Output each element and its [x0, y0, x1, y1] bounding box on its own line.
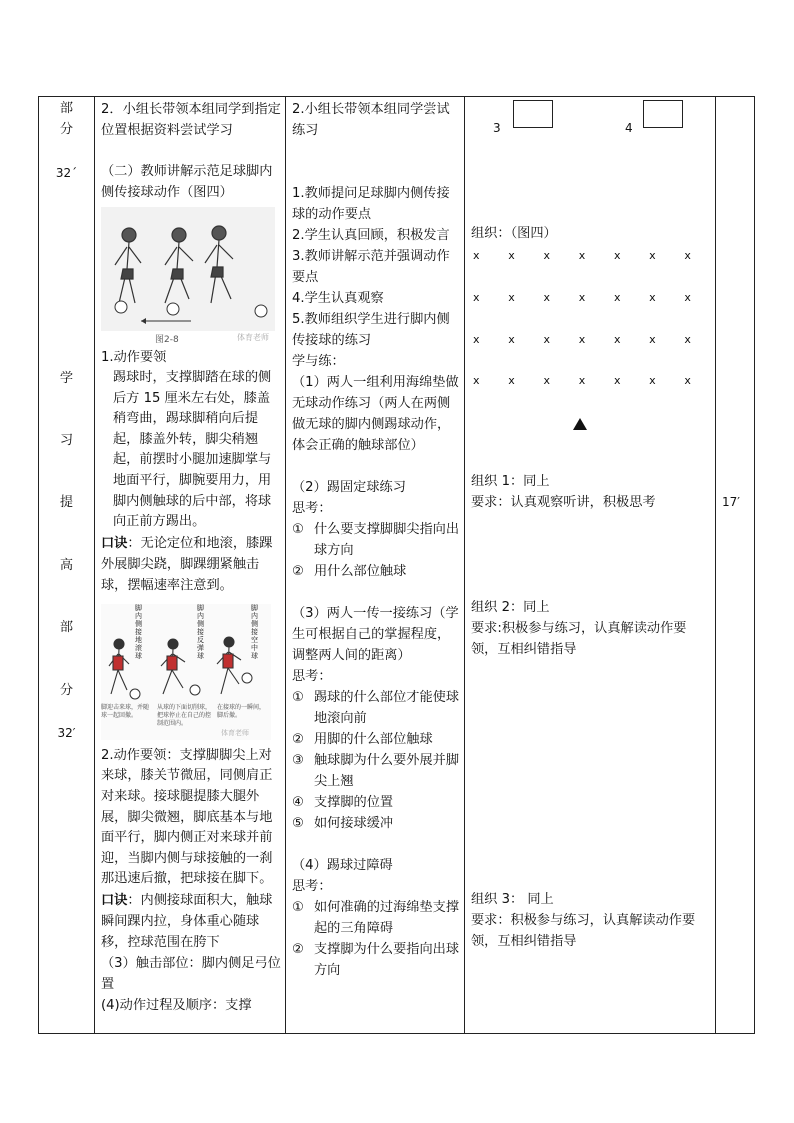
koujue-1: [101, 533, 281, 596]
lesson-plan-table: [38, 96, 755, 1034]
step-item: 5.教师组织学生进行脚内侧传接球的练习: [292, 312, 450, 348]
figure-label: 脚内侧接地滚球: [135, 603, 142, 660]
group-area-box: [643, 100, 683, 128]
figure-caption: 图2-8: [155, 335, 179, 345]
koujue-text: ：内侧接球面积大，触球瞬间踝内拉，身体重心随球移，控球范围在胯下: [101, 892, 273, 950]
players-kicking-figure: [101, 207, 275, 331]
item2-body: 2.动作要领：支撑脚脚尖上对来球，膝关节微屈，同侧肩正对来球。接球腿提膝大腿外展，脚尖微翘，脚底基本与地面平行，脚内侧正对来球并前迎，当脚内侧与球接触的一刹那迅速后撤，把球接在脚下。: [101, 747, 273, 887]
group-area-box: [513, 100, 553, 128]
step-item: 2.学生认真回顾，积极发言: [292, 228, 450, 243]
think-item: ① 什么要支撑脚脚尖指向出球方向: [292, 522, 460, 558]
think-item: ② 用什么部位触球: [292, 564, 407, 579]
item1-title: 1.动作要领: [101, 350, 167, 365]
teacher-triangle-icon: [573, 418, 587, 430]
watermark: 体育老师: [221, 728, 249, 737]
think-label: 思考：: [292, 879, 332, 894]
organization-column: [465, 97, 715, 1033]
think-item: ③ 触球脚为什么要外展并脚尖上翘: [292, 753, 460, 789]
think-item: ⑤ 如何接球缓冲: [292, 816, 394, 831]
think-label: 思考：: [292, 669, 332, 684]
requirement-2: 要求:积极参与练习，认真解读动作要领，互相纠错指导: [471, 621, 687, 657]
section-char: 提: [59, 495, 74, 510]
item1-body: 踢球时，支撑脚踏在球的侧后方 15 厘米左右处，膝盖稍弯曲，踢球脚稍向后提起，膝盖外转，脚尖稍翘起，前摆时小腿加速脚掌与地面平行，脚腕要用力，用脚内侧触球的后中部，将球向正前方踢出。: [113, 370, 272, 530]
exercise-2: （2）踢固定球练习: [292, 480, 406, 495]
section-char: 习: [59, 433, 74, 448]
formation-row: x x x x x x x: [473, 333, 691, 346]
section-char: 分: [59, 122, 74, 137]
organization-title: 组织：（图四）: [471, 226, 557, 241]
section-char: 高: [59, 558, 74, 573]
koujue-2: [101, 890, 281, 953]
think-label: 思考：: [292, 501, 332, 516]
figure-label: 脚内侧接空中球: [251, 603, 258, 660]
organization-3: 组织 3： 同上: [471, 892, 554, 907]
exercise-1: （1）两人一组利用海绵垫做无球动作练习（两人在两侧做无球的脚内侧踢球动作，体会正确的触球部位）: [292, 375, 459, 453]
step-item: 4.学生认真观察: [292, 291, 384, 306]
section-char: 部: [59, 620, 74, 635]
item3: （3）触击部位：脚内侧足弓位置: [101, 955, 281, 992]
figure-label: 脚内侧接反弹球: [197, 603, 204, 660]
section-time: 32´: [55, 166, 78, 180]
think-item: ④ 支撑脚的位置: [292, 795, 394, 810]
content-column: [95, 97, 285, 1033]
figure-passing-illustration: [101, 207, 275, 345]
step-item: 3.教师讲解示范并强调动作要点: [292, 249, 450, 285]
think-item: ② 用脚的什么部位触球: [292, 732, 433, 747]
think-item: ① 如何准确的过海绵垫支撑起的三角障碍: [292, 900, 460, 936]
figure-caption: 从球的下面切削球，把球停止在自己的控制范围内。: [157, 703, 212, 727]
requirement-3: 要求：积极参与练习，认真解读动作要领，互相纠错指导: [471, 913, 696, 949]
section-char: 分: [59, 683, 74, 698]
practice-heading: 学与练：: [292, 354, 345, 369]
section-char: 学: [59, 371, 74, 386]
time-column: [716, 97, 756, 1033]
organization-1: 组织 1：同上: [471, 474, 550, 489]
organization-2: 组织 2：同上: [471, 600, 550, 615]
formation-row: x x x x x x x: [473, 249, 691, 262]
formation-row: x x x x x x x: [473, 374, 691, 387]
koujue-label: 口诀: [101, 535, 128, 551]
formation-row: x x x x x x x: [473, 291, 691, 304]
group-number: 4: [625, 121, 633, 135]
think-item: ② 支撑脚为什么要指向出球方向: [292, 942, 460, 978]
intro-paragraph: 2．小组长带领本组同学到指定位置根据资料尝试学习: [101, 102, 281, 138]
section-column: [39, 97, 94, 1033]
teacher-demo-heading: （二）教师讲解示范足球脚内侧传接球动作（图四）: [101, 164, 273, 200]
watermark: 体育老师: [237, 333, 269, 342]
requirement-1: 要求：认真观察听讲，积极思考: [471, 495, 656, 510]
koujue-label: 口诀: [101, 892, 128, 908]
item4: (4)动作过程及顺序：支撑: [101, 997, 252, 1013]
figure-caption: 脚迎击来球，并随球一起回撤。: [101, 703, 150, 719]
step-item: 1.教师提问足球脚内侧传接球的动作要点: [292, 186, 450, 222]
figure-receiving-illustration: [101, 604, 271, 740]
exercise-3: （3）两人一传一接练习（学生可根据自己的掌握程度，调整两人间的距离）: [292, 606, 459, 663]
duration: 17′: [722, 495, 740, 509]
exercise-4: （4）踢球过障碍: [292, 858, 393, 873]
think-item: ① 踢球的什么部位才能使球地滚向前: [292, 690, 460, 726]
koujue-text: ：无论定位和地滚，膝踝外展脚尖跷，脚踝绷紧触击球，摆幅速率注意到。: [101, 535, 273, 593]
section-char: 部: [59, 101, 74, 116]
activity-column: [286, 97, 464, 1033]
figure-caption: 在接球的一瞬间，脚后撤。: [217, 703, 266, 719]
group-number: 3: [493, 121, 501, 135]
section-time: 32′: [57, 726, 76, 740]
activity-intro: 2.小组长带领本组同学尝试练习: [292, 102, 450, 138]
